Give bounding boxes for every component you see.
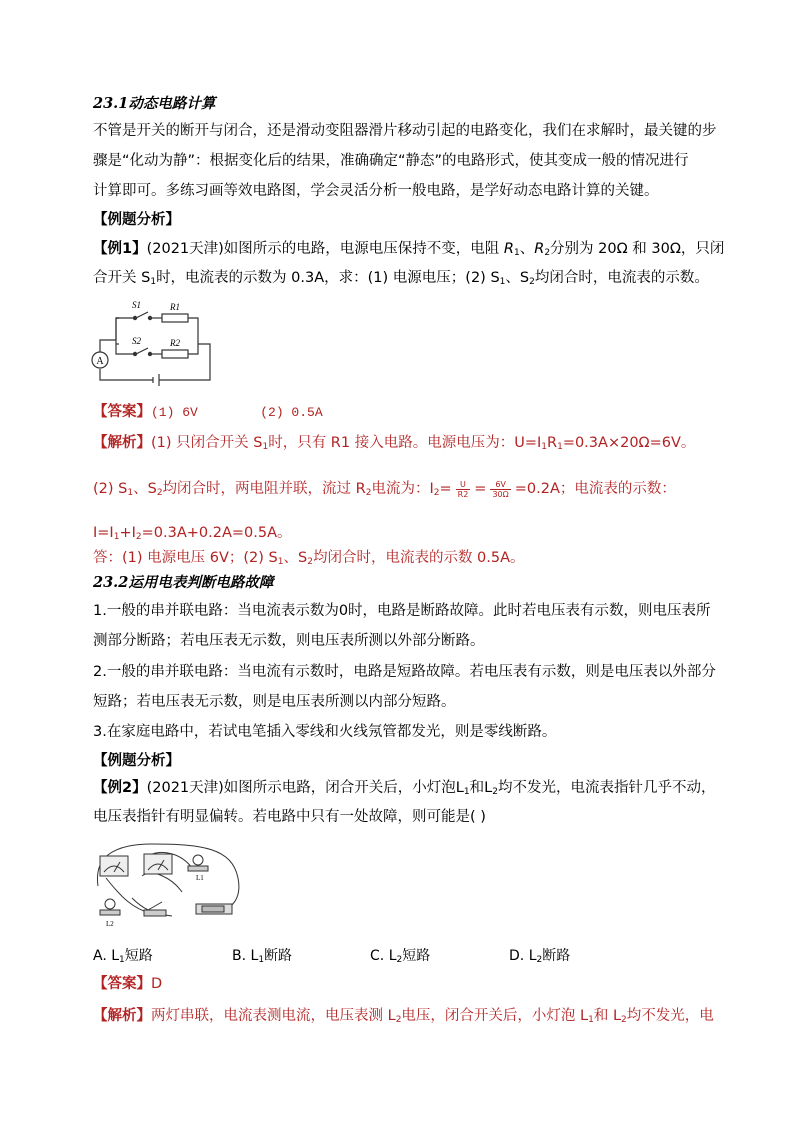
example-header-2: 【例题分析】 [93,753,180,769]
rule-line-1: 1.一般的串并联电路：当电流表示数为0时，电路是断路故障。此时若电压表有示数，则电压表所 [93,603,711,619]
example2-line1: 【例2】(2021天津)如图所示电路，闭合开关后，小灯泡$L_1$和$L_2$均不发光，电流表指针几乎不动， [93,780,716,797]
example2-text1: (2021天津)如图所示电路，闭合开关后，小灯泡L [146,780,464,796]
ammeter-device-icon [100,856,128,876]
circuit-photo-2 [92,838,242,930]
label-s1: S1 [132,300,141,310]
frac1-num: U [456,480,471,490]
final-answer1-a: 答：(1) 电源电压 6V；(2) S [93,550,278,566]
answer2-text: D [151,976,163,992]
example2-text2: 和L [469,780,493,796]
analysis2-c: 和 L [593,1008,622,1024]
battery-icon [196,904,232,914]
analysis1-line3: $I=I_1+I_2=0.3A+0.2A=0.5A$。 [93,525,292,542]
example2-text3: 均不发光，电流表指针几乎不动， [497,780,716,796]
answer2-label: 【答案】 [93,976,151,992]
option-b-letter: B. [232,948,247,964]
analysis1-line2c: 电流为：I [371,481,434,497]
intro-line-1: 不管是开关的断开与闭合，还是滑动变阻器滑片移动引起的电路变化，我们在求解时，最关键的步 [93,123,717,139]
bulb-l2-icon [100,899,120,915]
analysis1-line2a: (2) S [93,481,128,497]
fraction-6v-30 [490,480,510,499]
option-c [370,945,430,965]
example1-line1: 【例1】(2021天津)如图所示的电路，电源电压保持不变，电阻 $R_1$、$R_2$分别为 20Ω 和 30Ω，只闭 [93,241,725,258]
answer1-text: (1) 6V (2) 0.5A [151,405,323,420]
analysis1-label: 【解析】 [93,435,151,451]
example1-line2-rest: 时，电流表的示数为 0.3A，求：(1) 电源电压；(2) S [156,270,500,286]
option-a-letter: A. [93,948,107,964]
rule-line-5: 3.在家庭电路中，若试电笔插入零线和火线氖管都发光，则是零线断路。 [93,724,557,740]
voltmeter-device-icon [144,854,172,874]
label-l1: L1 [196,874,204,882]
example1-line2-text: 合开关 S [93,270,151,286]
section-title-1: 23.1动态电路计算 [93,95,216,112]
frac2-den: 30Ω [492,489,509,499]
option-d-letter: D. [509,948,525,964]
option-d [509,945,570,965]
analysis1-line2: (2) $S_1$、$S_2$均闭合时，两电阻并联，流过 $R_2$电流为：$I_2=$ $\frac{U}{R2}$ = $\frac{6V}{30\Omega}$ =0.2A；电流表的示数： [93,479,676,499]
analysis1-line1: 【解析】(1) 只闭合开关 $S_1$时，只有 R1 接入电路。电源电压为：$U=I_1R_1=0.3A\times 20\Omega=6V$。 [93,435,696,452]
frac1-den: R2 [457,489,469,499]
answer2 [93,974,162,994]
analysis1-text1: (1) 只闭合开关 S [151,435,263,451]
intro-line-3: 计算即可。多练习画等效电路图，学会灵活分析一般电路，是学好动态电路计算的关键。 [93,183,659,199]
label-s2: S2 [132,336,141,346]
analysis1-line2b: 均闭合时，两电阻并联，流过 R [162,481,366,497]
option-b-sub: 1 [258,955,265,965]
answer1-label: 【答案】 [93,404,151,420]
option-b-text: L [250,948,259,964]
option-a-suffix: 短路 [124,948,153,964]
label-r1: R1 [170,302,180,312]
example1-line2-end: 均闭合时，电流表的示数。 [534,270,709,286]
option-c-suffix: 短路 [402,948,431,964]
frac2-num: 6V [490,480,510,490]
option-a-sub: 1 [119,955,125,965]
analysis2-b: 电压，闭合开关后，小灯泡 L [401,1008,589,1024]
option-b [232,945,292,965]
option-c-text: L [388,948,397,964]
rule-line-4: 短路；若电压表无示数，则是电压表所测以内部分短路。 [93,694,456,710]
example1-label: 【例1】 [93,241,147,257]
final-answer1-b: 均闭合时，电流表的示数 0.5A。 [312,550,525,566]
option-c-sub: 2 [396,955,403,965]
intro-line-2: 骤是“化动为静”：根据变化后的结果，准确确定“静态”的电路形式，使其变成一般的情况进行 [93,153,689,169]
analysis1-line3-text: =0.3A+0.2A=0.5A。 [141,525,292,541]
option-b-suffix: 断路 [264,948,293,964]
analysis1-line2d: =0.2A；电流表的示数： [514,481,676,497]
label-r2: R2 [170,338,180,348]
circuit-diagram-1 [86,296,226,388]
example1-r-values: 分别为 20Ω 和 30Ω，只闭 [550,241,725,257]
analysis1-text2: 时，只有 R1 接入电路。电源电压为：U=I [268,435,542,451]
analysis1-text3: =0.3A×20Ω=6V。 [562,435,696,451]
fraction-u-r2 [456,480,471,499]
option-d-text: L [528,948,537,964]
analysis2-a: 两灯串联，电流表测电流，电压表测 L [151,1008,396,1024]
final-answer1: 答：(1) 电源电压 6V；(2) $S_1$、$S_2$均闭合时，电流表的示数 0.5A。 [93,550,525,567]
example2-line2: 电压表指针有明显偏转。若电路中只有一处故障，则可能是( ) [93,809,486,825]
section-title-2: 23.2运用电表判断电路故障 [93,574,274,591]
analysis2: 【解析】两灯串联，电流表测电流，电压表测 $L_2$电压，闭合开关后，小灯泡 $L_1$和 $L_2$均不发光，电 [93,1008,714,1025]
analysis2-d: 均不发光，电 [626,1008,714,1024]
example1-line2: 合开关 $S_1$时，电流表的示数为 0.3A，求：(1) 电源电压；(2) $S_1$、$S_2$均闭合时，电流表的示数。 [93,270,709,287]
option-d-suffix: 断路 [542,948,571,964]
rule-line-2: 测部分断路；若电压表无示数，则电压表所测以外部分断路。 [93,633,485,649]
label-l2: L2 [106,920,114,928]
example1-text: (2021天津)如图所示的电路，电源电压保持不变，电阻 [146,241,500,257]
ammeter-icon [92,352,108,368]
example2-label: 【例2】 [93,780,147,796]
option-a-text: L [111,948,120,964]
option-c-letter: C. [370,948,385,964]
option-d-sub: 2 [536,955,543,965]
answer1 [93,402,323,423]
rule-line-3: 2.一般的串并联电路：当电流有示数时，电路是短路故障。若电压表有示数，则是电压表以外部分 [93,664,716,680]
example-header-1: 【例题分析】 [93,212,180,228]
bulb-l1-icon [188,855,208,871]
analysis2-label: 【解析】 [93,1008,151,1024]
ammeter-label: A [96,356,104,367]
option-a [93,945,153,965]
